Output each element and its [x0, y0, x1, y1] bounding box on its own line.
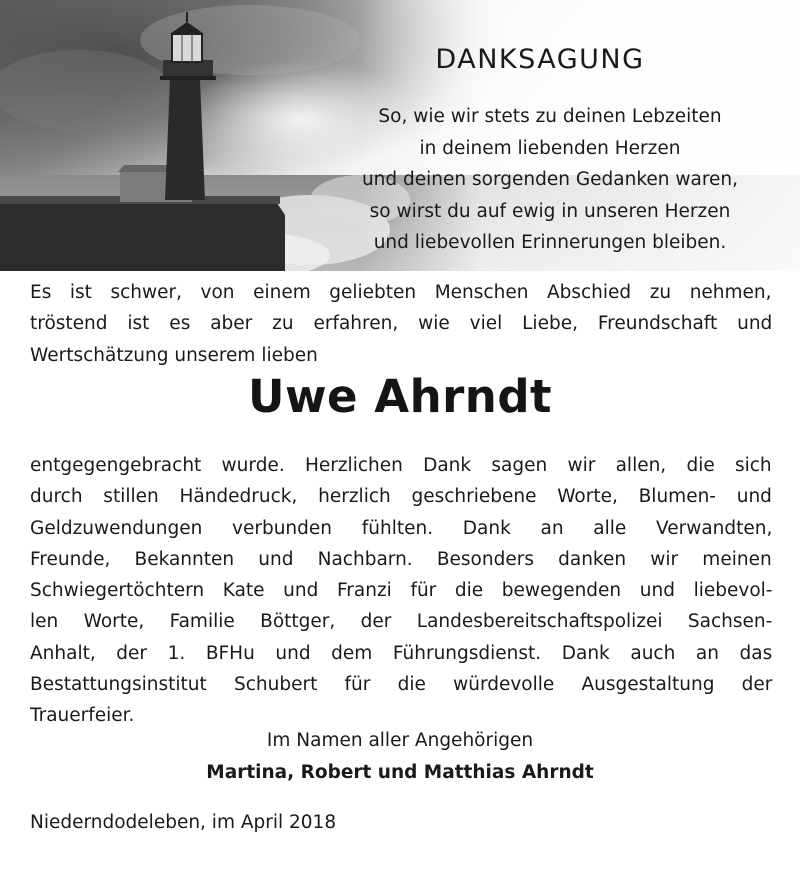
text-line: tröstend ist es aber zu erfahren, wie viel Liebe, Freundschaft und: [30, 313, 773, 335]
text-line: Freunde, Bekannten und Nachbarn. Besonders danken wir meinen: [30, 548, 772, 570]
poem: [300, 101, 800, 259]
text-line: len Worte, Familie Böttger, der Landesbereitschaftspolizei Sachsen-: [30, 611, 773, 633]
text-line: Bestattungsinstitut Schubert für die würdevolle Ausgestaltung der: [30, 674, 773, 696]
poem-line: So, wie wir stets zu deinen Lebzeiten: [378, 106, 722, 127]
text-line: Es ist schwer, von einem geliebten Menschen Abschied zu nehmen,: [30, 282, 772, 303]
text-line: Geldzuwendungen verbunden fühlten. Dank an alle Verwandten,: [30, 517, 773, 539]
thanks-paragraph: [30, 450, 772, 732]
heading: DANKSAGUNG: [435, 44, 645, 75]
text-line: Trauerfeier.: [30, 705, 135, 727]
poem-line: und liebevollen Erinnerungen bleiben.: [373, 232, 727, 253]
intro-paragraph: [30, 277, 772, 371]
poem-line: und deinen sorgenden Gedanken waren,: [361, 169, 739, 190]
signature-names: Martina, Robert und Matthias Ahrndt: [206, 762, 594, 783]
signature-intro: Im Namen aller Angehörigen: [266, 730, 534, 751]
text-line: entgegengebracht wurde. Herzlichen Dank sagen wir allen, die sich: [30, 455, 772, 476]
poem-line: in deinem liebenden Herzen: [419, 137, 681, 159]
place-date: Niederndodeleben, im April 2018: [30, 812, 337, 833]
poem-line: so wirst du auf ewig in unseren Herzen: [369, 200, 731, 222]
text-line: Wertschätzung unserem lieben: [30, 344, 318, 366]
text-line: Schwiegertöchtern Kate und Franzi für die bewegenden und liebevol-: [30, 580, 773, 602]
text-line: durch stillen Händedruck, herzlich geschriebene Worte, Blumen- und: [30, 486, 772, 508]
text-line: Anhalt, der 1. BFHu und dem Führungsdienst. Dank auch an das: [30, 642, 773, 664]
deceased-name: Uwe Ahrndt: [247, 370, 553, 423]
